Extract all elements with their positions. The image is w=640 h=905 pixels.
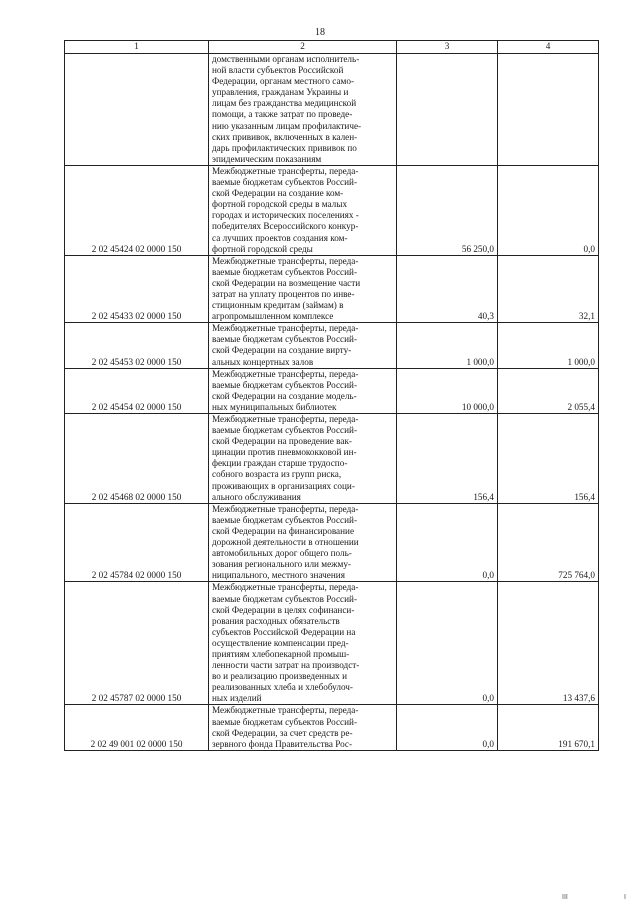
amount-col-4-cell: 0,0 bbox=[498, 165, 599, 255]
description-line: собного возраста из групп риска, bbox=[212, 469, 342, 480]
description-line: ваемые бюджетам субъектов Россий- bbox=[212, 425, 358, 436]
description-line: ваемые бюджетам субъектов Россий- bbox=[212, 266, 358, 277]
header-col-2: 2 bbox=[209, 41, 397, 54]
description-cell bbox=[209, 54, 397, 166]
description-line: победителях Всероссийского конкур- bbox=[212, 221, 359, 232]
amount-col-3-cell bbox=[397, 54, 498, 166]
description-line: ской Федерации, за счет средств ре- bbox=[212, 727, 353, 738]
table-row bbox=[65, 503, 599, 582]
description-line: городах и исторических поселениях - bbox=[212, 210, 359, 221]
description-line: управления, гражданам Украины и bbox=[212, 87, 349, 98]
description-line: затрат на уплату процентов по инве- bbox=[212, 288, 355, 299]
description-cell bbox=[209, 165, 397, 255]
amount-col-3-cell: 56 250,0 bbox=[397, 165, 498, 255]
description-line: зования регионального или межму- bbox=[212, 559, 351, 570]
footer-mark-right: I bbox=[624, 894, 626, 901]
description-line: Межбюджетные трансферты, переда- bbox=[212, 414, 359, 424]
amount-col-4-cell: 725 764,0 bbox=[498, 503, 599, 582]
amount-col-4-cell: 191 670,1 bbox=[498, 705, 599, 750]
budget-code-cell: 2 02 45784 02 0000 150 bbox=[65, 503, 209, 582]
description-line: фортной городской среды в малых bbox=[212, 199, 348, 210]
description-line: эпидемическим показаниям bbox=[212, 153, 322, 164]
description-line: Межбюджетные трансферты, переда- bbox=[212, 255, 359, 266]
description-line: ваемые бюджетам субъектов Россий- bbox=[212, 593, 358, 604]
amount-col-3-cell: 0,0 bbox=[397, 503, 498, 582]
amount-col-4-cell bbox=[498, 54, 599, 166]
description-line: ской Федерации на проведение вак- bbox=[212, 436, 352, 447]
header-col-1: 1 bbox=[65, 41, 209, 54]
description-line: цинации против пневмококковой ин- bbox=[212, 447, 357, 458]
description-line: Межбюджетные трансферты, переда- bbox=[212, 368, 359, 379]
page-number: 18 bbox=[315, 27, 325, 38]
description-line: субъектов Российской Федерации на bbox=[212, 626, 356, 637]
budget-table bbox=[64, 40, 599, 751]
description-line: Федерации, органам местного само- bbox=[212, 76, 355, 87]
description-line: стиционным кредитам (займам) в bbox=[212, 300, 344, 311]
amount-col-3-cell: 0,0 bbox=[397, 582, 498, 705]
amount-col-4-cell: 32,1 bbox=[498, 255, 599, 323]
description-cell bbox=[209, 323, 397, 368]
table-row bbox=[65, 54, 599, 166]
description-line: ваемые бюджетам субъектов Россий- bbox=[212, 177, 358, 188]
description-line: помощи, а также затрат по проведе- bbox=[212, 109, 353, 120]
description-line: автомобильных дорог общего поль- bbox=[212, 548, 352, 559]
description-line: ваемые бюджетам субъектов Россий- bbox=[212, 514, 358, 525]
budget-code-cell: 2 02 45453 02 0000 150 bbox=[65, 323, 209, 368]
description-line: ального обслуживания bbox=[212, 491, 301, 502]
description-line: реализованных хлеба и хлебобулоч- bbox=[212, 682, 353, 693]
table-row bbox=[65, 255, 599, 323]
table-row bbox=[65, 165, 599, 255]
table-row bbox=[65, 705, 599, 750]
description-line: домственными органам исполнитель- bbox=[212, 54, 360, 64]
amount-col-3-cell: 156,4 bbox=[397, 414, 498, 504]
table-body bbox=[65, 54, 599, 751]
description-line: ниципального, местного значения bbox=[212, 570, 345, 581]
budget-code-cell bbox=[65, 54, 209, 166]
description-line: ной власти субъектов Российской bbox=[212, 65, 344, 76]
description-line: дарь профилактических прививок по bbox=[212, 142, 357, 153]
amount-col-3-cell: 40,3 bbox=[397, 255, 498, 323]
amount-col-4-cell: 156,4 bbox=[498, 414, 599, 504]
budget-code-cell: 2 02 45433 02 0000 150 bbox=[65, 255, 209, 323]
description-line: Межбюджетные трансферты, переда- bbox=[212, 165, 359, 176]
description-line: Межбюджетные трансферты, переда- bbox=[212, 582, 359, 593]
description-line: ской Федерации на возмещение части bbox=[212, 277, 361, 288]
description-line: ской Федерации на финансирование bbox=[212, 525, 355, 536]
budget-code-cell: 2 02 45468 02 0000 150 bbox=[65, 414, 209, 504]
description-line: лицам без гражданства медицинской bbox=[212, 98, 357, 109]
description-line: зервного фонда Правительства Рос- bbox=[212, 738, 353, 749]
amount-col-3-cell: 0,0 bbox=[397, 705, 498, 750]
description-line: ных муниципальных библиотек bbox=[212, 401, 337, 412]
description-line: ных изделий bbox=[212, 693, 262, 704]
budget-code-cell: 2 02 45787 02 0000 150 bbox=[65, 582, 209, 705]
amount-col-4-cell: 2 055,4 bbox=[498, 368, 599, 413]
description-line: ской Федерации на создание ком- bbox=[212, 188, 344, 199]
amount-col-4-cell: 13 437,6 bbox=[498, 582, 599, 705]
amount-col-3-cell: 10 000,0 bbox=[397, 368, 498, 413]
header-row bbox=[65, 41, 599, 54]
description-line: Межбюджетные трансферты, переда- bbox=[212, 323, 359, 334]
budget-code-cell: 2 02 45424 02 0000 150 bbox=[65, 165, 209, 255]
description-cell bbox=[209, 582, 397, 705]
description-line: Межбюджетные трансферты, переда- bbox=[212, 503, 359, 514]
description-line: Межбюджетные трансферты, переда- bbox=[212, 705, 359, 716]
description-line: ваемые бюджетам субъектов Россий- bbox=[212, 334, 358, 345]
description-cell bbox=[209, 414, 397, 504]
amount-col-4-cell: 1 000,0 bbox=[498, 323, 599, 368]
description-cell bbox=[209, 368, 397, 413]
description-line: осуществление компенсации пред- bbox=[212, 637, 349, 648]
description-line: фортной городской среды bbox=[212, 243, 313, 254]
description-line: ленности части затрат на производст- bbox=[212, 660, 360, 671]
description-line: ваемые бюджетам субъектов Россий- bbox=[212, 379, 358, 390]
description-cell bbox=[209, 705, 397, 750]
table-row bbox=[65, 582, 599, 705]
amount-col-3-cell: 1 000,0 bbox=[397, 323, 498, 368]
description-cell bbox=[209, 255, 397, 323]
description-line: ской Федерации в целях софинанси- bbox=[212, 604, 355, 615]
description-line: фекции граждан старше трудоспо- bbox=[212, 458, 348, 469]
description-line: дорожной деятельности в отношении bbox=[212, 537, 359, 548]
description-line: ских прививок, включенных в кален- bbox=[212, 131, 358, 142]
budget-code-cell: 2 02 49 001 02 0000 150 bbox=[65, 705, 209, 750]
table-row bbox=[65, 323, 599, 368]
description-line: са лучших проектов создания ком- bbox=[212, 232, 348, 243]
table-row bbox=[65, 414, 599, 504]
description-line: ваемые бюджетам субъектов Россий- bbox=[212, 716, 358, 727]
description-line: нию указанным лицам профилактиче- bbox=[212, 120, 362, 131]
description-line: во и реализацию произведенных и bbox=[212, 671, 347, 682]
table-row bbox=[65, 368, 599, 413]
budget-code-cell: 2 02 45454 02 0000 150 bbox=[65, 368, 209, 413]
description-cell bbox=[209, 503, 397, 582]
header-col-4: 4 bbox=[498, 41, 599, 54]
header-col-3: 3 bbox=[397, 41, 498, 54]
description-line: альных концертных залов bbox=[212, 356, 314, 367]
description-line: ской Федерации на создание вирту- bbox=[212, 345, 352, 356]
description-line: агропромышленном комплексе bbox=[212, 311, 334, 322]
description-line: ской Федерации на создание модель- bbox=[212, 390, 357, 401]
footer-mark-left: III bbox=[562, 894, 568, 901]
description-line: проживающих в организациях соци- bbox=[212, 480, 355, 491]
description-line: приятиям хлебопекарной промыш- bbox=[212, 648, 350, 659]
description-line: рования расходных обязательств bbox=[212, 615, 340, 626]
